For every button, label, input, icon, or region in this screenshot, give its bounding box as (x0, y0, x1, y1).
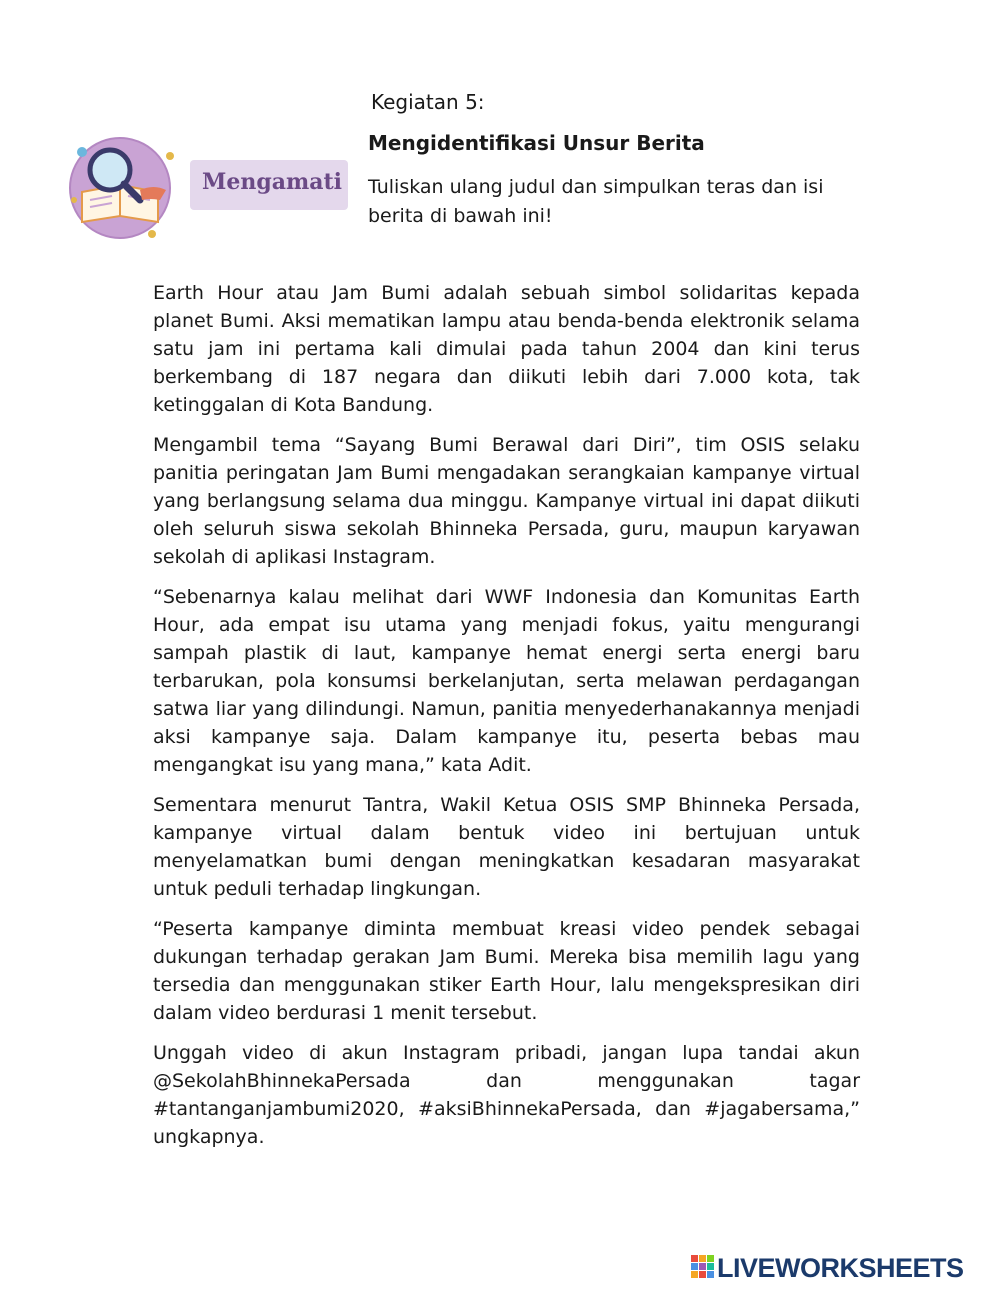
paragraph: “Sebenarnya kalau melihat dari WWF Indonesia dan Komunitas Earth Hour, ada empat isu utama yang menjadi fokus, yaitu mengurangi sampah plastik di laut, kampanye hemat energi serta energi baru terbarukan, pola konsumsi berkelanjutan, serta melawan perdagangan satwa liar yang dilindungi. Namun, panitia menyederhanakannya menjadi aksi kampanye saja. Dalam kampanye itu, peserta bebas mau mengangkat isu yang mana,” kata Adit. (153, 586, 860, 776)
paragraph: Sementara menurut Tantra, Wakil Ketua OSIS SMP Bhinneka Persada, kampanye virtual dalam bentuk video ini bertujuan untuk menyelamatkan bumi dengan meningkatkan kesadaran masyarakat untuk peduli terhadap lingkungan. (153, 794, 860, 900)
paragraph: Mengambil tema “Sayang Bumi Berawal dari Diri”, tim OSIS selaku panitia peringatan Jam Bumi mengadakan serangkaian kampanye virtual yang berlangsung selama dua minggu. Kampanye virtual ini dapat diikuti oleh seluruh siswa sekolah Bhinneka Persada, guru, maupun karyawan sekolah di aplikasi Instagram. (153, 434, 860, 568)
paragraph: Earth Hour atau Jam Bumi adalah sebuah simbol solidaritas kepada planet Bumi. Aksi mematikan lampu atau benda-benda elektronik selama satu jam ini pertama kali dimulai pada tahun 2004 dan kini terus berkembang di 187 negara dan diikuti lebih dari 7.000 kota, tak ketinggalan di Kota Bandung. (153, 282, 860, 416)
article-body (153, 279, 860, 1163)
page-title: Mengidentifikasi Unsur Berita (368, 131, 705, 155)
paragraph: Unggah video di akun Instagram pribadi, jangan lupa tandai akun @SekolahBhinnekaPersada dan menggunakan tagar #tantanganjambumi2020, #aksiBhinnekaPersada, dan #jagabersama,” ungkapnya. (153, 1042, 860, 1148)
magnifier-book-icon (62, 130, 194, 242)
mengamati-badge (190, 160, 348, 210)
logo-text: LIVEWORKSHEETS (717, 1253, 964, 1283)
logo-mark-icon (691, 1255, 715, 1279)
badge-label: Mengamati (202, 169, 343, 195)
instruction-text: Tuliskan ulang judul dan simpulkan teras dan isi berita di bawah ini! (368, 176, 824, 227)
paragraph: “Peserta kampanye diminta membuat kreasi video pendek sebagai dukungan terhadap gerakan Jam Bumi. Mereka bisa memilih lagu yang tersedia dan menggunakan stiker Earth Hour, lalu mengekspresikan diri dalam video berdurasi 1 menit tersebut. (153, 918, 860, 1024)
activity-label: Kegiatan 5: (371, 90, 485, 114)
